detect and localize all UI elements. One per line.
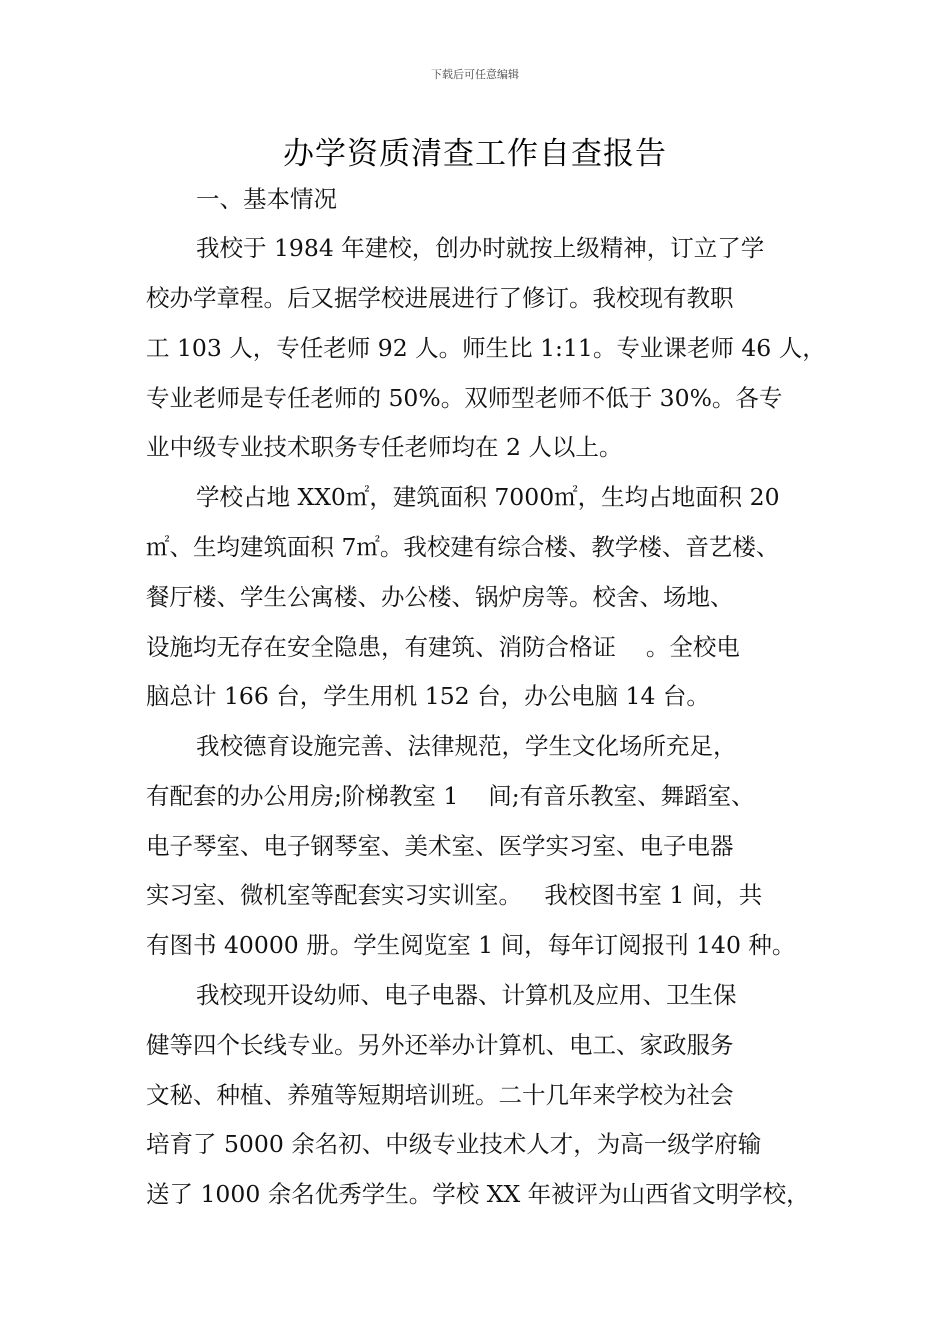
text-line: 业中级专业技术职务专任老师均在 2 人以上。 bbox=[146, 433, 623, 461]
text-line: 校办学章程。后又据学校进展进行了修订。我校现有教职 bbox=[146, 284, 734, 312]
text-line: 文秘、种植、养殖等短期培训班。二十几年来学校为社会 bbox=[146, 1081, 734, 1109]
text-line: 我校于 1984 年建校，创办时就按上级精神，订立了学 bbox=[196, 234, 765, 262]
text-line: 有配套的办公用房;阶梯教室 1 间;有音乐教室、舞蹈室、 bbox=[146, 782, 755, 810]
text-line: 电子琴室、电子钢琴室、美术室、医学实习室、电子电器 bbox=[146, 832, 734, 860]
text-line: 送了 1000 余名优秀学生。学校 XX 年被评为山西省文明学校， bbox=[146, 1180, 810, 1208]
text-line: 有图书 40000 册。学生阅览室 1 间，每年订阅报刊 140 种。 bbox=[146, 931, 796, 959]
text-line: 设施均无存在安全隐患，有建筑、消防合格证 。全校电 bbox=[146, 633, 740, 661]
section-heading: 一、基本情况 bbox=[196, 185, 337, 213]
text-line: 工 103 人，专任老师 92 人。师生比 1:11。专业课老师 46 人， bbox=[146, 334, 826, 362]
text-line: 健等四个长线专业。另外还举办计算机、电工、家政服务 bbox=[146, 1031, 734, 1059]
document-title: 办学资质清查工作自查报告 bbox=[283, 136, 667, 172]
text-line: 实习室、微机室等配套实习实训室。 我校图书室 1 间，共 bbox=[146, 881, 763, 909]
text-line: 脑总计 166 台，学生用机 152 台，办公电脑 14 台。 bbox=[146, 682, 710, 710]
header-note: 下载后可任意编辑 bbox=[431, 68, 519, 81]
text-line: ㎡、生均建筑面积 7㎡。我校建有综合楼、教学楼、音艺楼、 bbox=[146, 533, 780, 561]
text-line: 培育了 5000 余名初、中级专业技术人才，为高一级学府输 bbox=[146, 1130, 762, 1158]
text-line: 餐厅楼、学生公寓楼、办公楼、锅炉房等。校舍、场地、 bbox=[146, 583, 734, 611]
text-line: 我校现开设幼师、电子电器、计算机及应用、卫生保 bbox=[196, 981, 737, 1009]
text-line: 学校占地 XX0㎡，建筑面积 7000㎡，生均占地面积 20 bbox=[196, 483, 780, 511]
text-line: 专业老师是专任老师的 50%。双师型老师不低于 30%。各专 bbox=[146, 384, 783, 412]
text-line: 我校德育设施完善、法律规范，学生文化场所充足， bbox=[196, 732, 737, 760]
